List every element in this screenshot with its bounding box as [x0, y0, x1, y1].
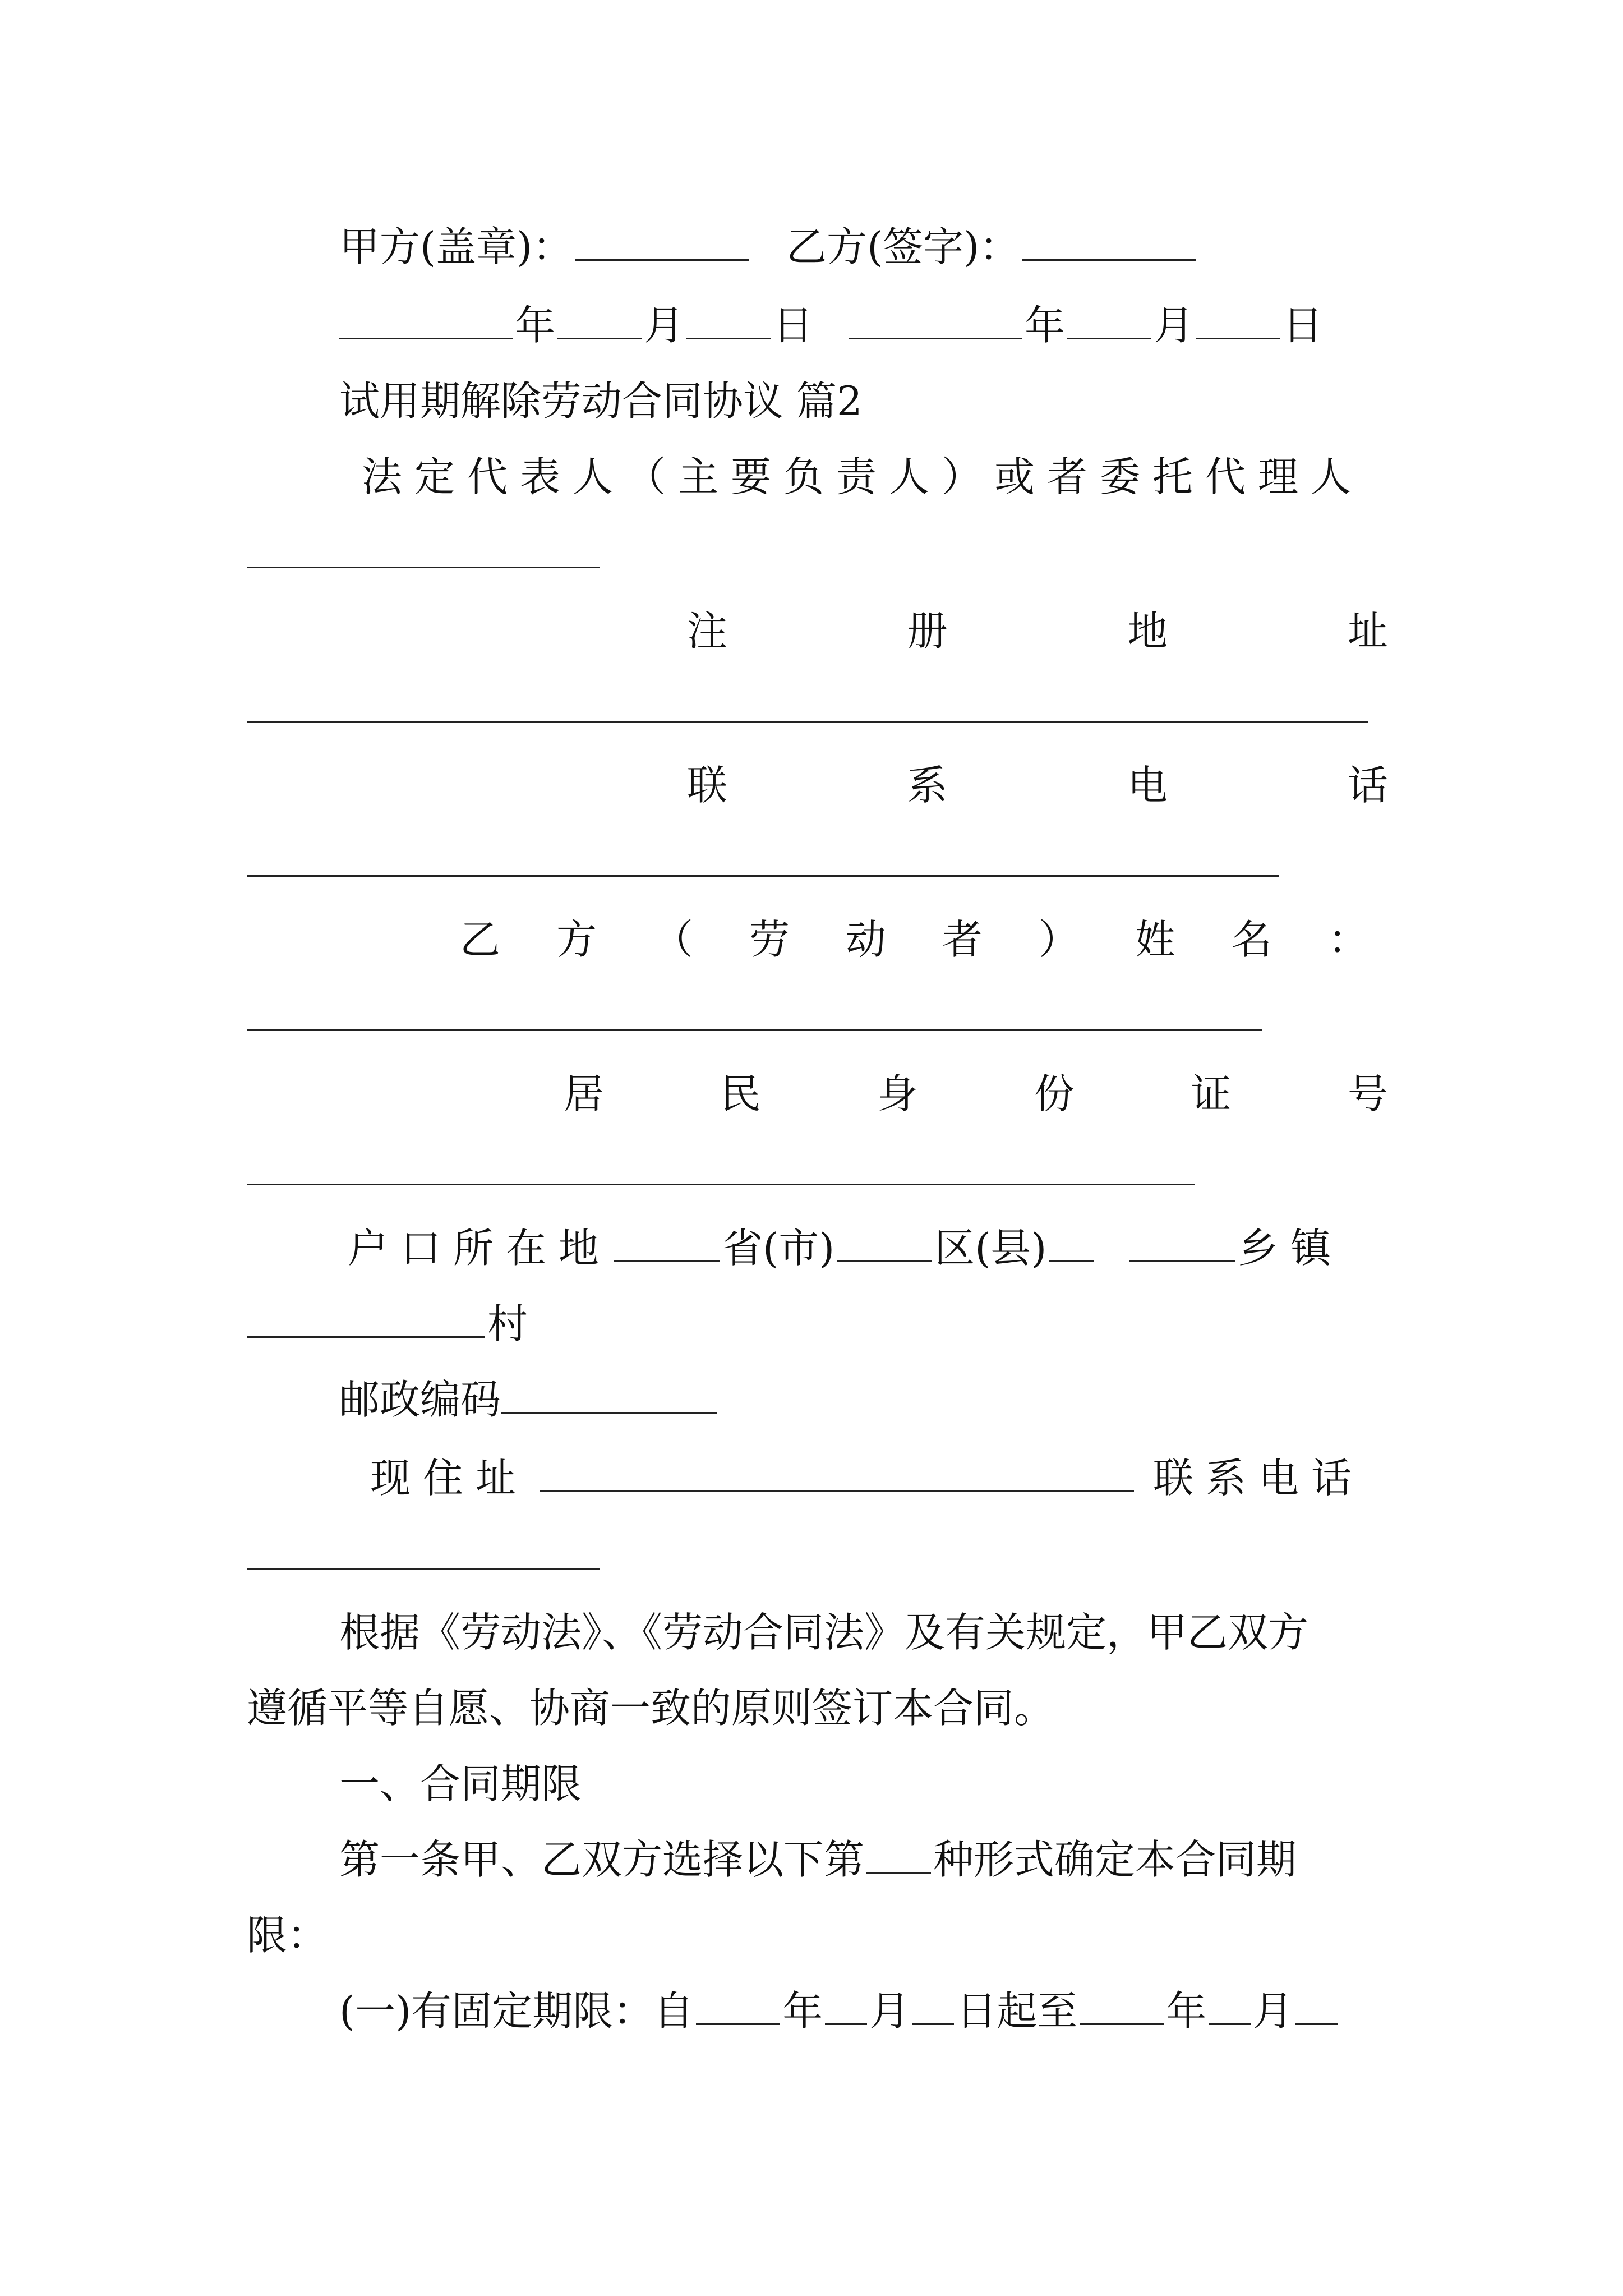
party-a-day-blank[interactable]: [686, 297, 771, 339]
signature-line: [339, 219, 1198, 275]
id-number-label: 居 民 身 份 证 号: [564, 1070, 1388, 1117]
province-label: 省(市): [722, 1225, 835, 1272]
signature-date-line: [336, 297, 1323, 353]
village-label: 村: [487, 1300, 528, 1347]
party-a-year-blank[interactable]: [339, 297, 513, 339]
intro-paragraph-line-2: 遵循平等自愿、协商一致的原则签订本合同。: [247, 1685, 1055, 1732]
form-choice-blank[interactable]: [866, 1832, 931, 1874]
month-label: 月: [644, 302, 685, 349]
hukou-district-blank-2[interactable]: [1049, 1220, 1094, 1262]
start-month-blank[interactable]: [825, 1983, 867, 2025]
section-heading: 试用期解除劳动合同协议 篇2: [339, 378, 863, 425]
day-label: 日: [773, 302, 814, 349]
party-b-sign-label: 乙方(签字)：: [786, 223, 1020, 270]
hukou-line: [348, 1220, 1343, 1276]
postcode-blank[interactable]: [501, 1372, 717, 1414]
party-b-name-blank[interactable]: [247, 1029, 1262, 1031]
day-label: 日: [1282, 302, 1323, 349]
party-b-name-label: 乙 方 （ 劳 动 者 ） 姓 名 ：: [460, 916, 1368, 963]
start-day-blank[interactable]: [912, 1983, 954, 2025]
town-label: 乡镇: [1238, 1225, 1344, 1272]
postcode-line: [339, 1372, 719, 1428]
contact-phone-blank[interactable]: [247, 1568, 600, 1570]
district-label: 区(县): [934, 1225, 1047, 1272]
legal-rep-label: 法定代表人（主要负责人）或者委托代理人: [362, 453, 1364, 500]
phone-label: 联 系 电 话: [687, 762, 1388, 809]
postcode-label: 邮政编码: [339, 1376, 501, 1423]
intro-paragraph-line-1: 根据《劳动法》、《劳动合同法》及有关规定，甲乙双方: [339, 1609, 1309, 1656]
end-day-blank[interactable]: [1295, 1983, 1338, 2025]
current-address-label: 现住址: [370, 1455, 529, 1502]
fixed-term-line: (一)有固定期限：自 年 月 日起至 年 月: [339, 1983, 1340, 2039]
hukou-village-blank[interactable]: [247, 1296, 485, 1338]
current-address-blank[interactable]: [540, 1450, 1134, 1492]
article-1-line-2: 限：: [247, 1912, 328, 1959]
party-b-sign-blank[interactable]: [1022, 219, 1196, 261]
party-b-year-blank[interactable]: [849, 297, 1022, 339]
reg-address-label: 注 册 地 址: [687, 608, 1388, 655]
section-title-term: 一、合同期限: [339, 1760, 582, 1807]
hukou-district-blank[interactable]: [837, 1220, 932, 1262]
party-a-seal-label: 甲方(盖章)：: [339, 223, 573, 270]
current-address-line: [370, 1450, 1364, 1506]
party-a-month-blank[interactable]: [557, 297, 642, 339]
hukou-province-blank[interactable]: [614, 1220, 720, 1262]
id-number-blank[interactable]: [247, 1184, 1195, 1185]
party-b-day-blank[interactable]: [1196, 297, 1280, 339]
end-year-blank[interactable]: [1080, 1983, 1164, 2025]
legal-rep-blank[interactable]: [247, 567, 600, 568]
party-b-month-blank[interactable]: [1067, 297, 1151, 339]
year-label: 年: [1024, 302, 1065, 349]
hukou-village-line: [247, 1296, 528, 1352]
reg-address-blank[interactable]: [247, 721, 1368, 723]
year-label: 年: [515, 302, 556, 349]
start-year-blank[interactable]: [696, 1983, 780, 2025]
end-month-blank[interactable]: [1209, 1983, 1251, 2025]
contact-phone-label: 联系电话: [1153, 1455, 1364, 1502]
month-label: 月: [1153, 302, 1194, 349]
hukou-town-blank[interactable]: [1129, 1220, 1235, 1262]
article-1-line-1: 第一条甲、乙双方选择以下第 种形式确定本合同期: [339, 1832, 1297, 1888]
phone-blank[interactable]: [247, 875, 1279, 877]
hukou-label: 户口所在地: [348, 1225, 612, 1272]
party-a-seal-blank[interactable]: [575, 219, 749, 261]
